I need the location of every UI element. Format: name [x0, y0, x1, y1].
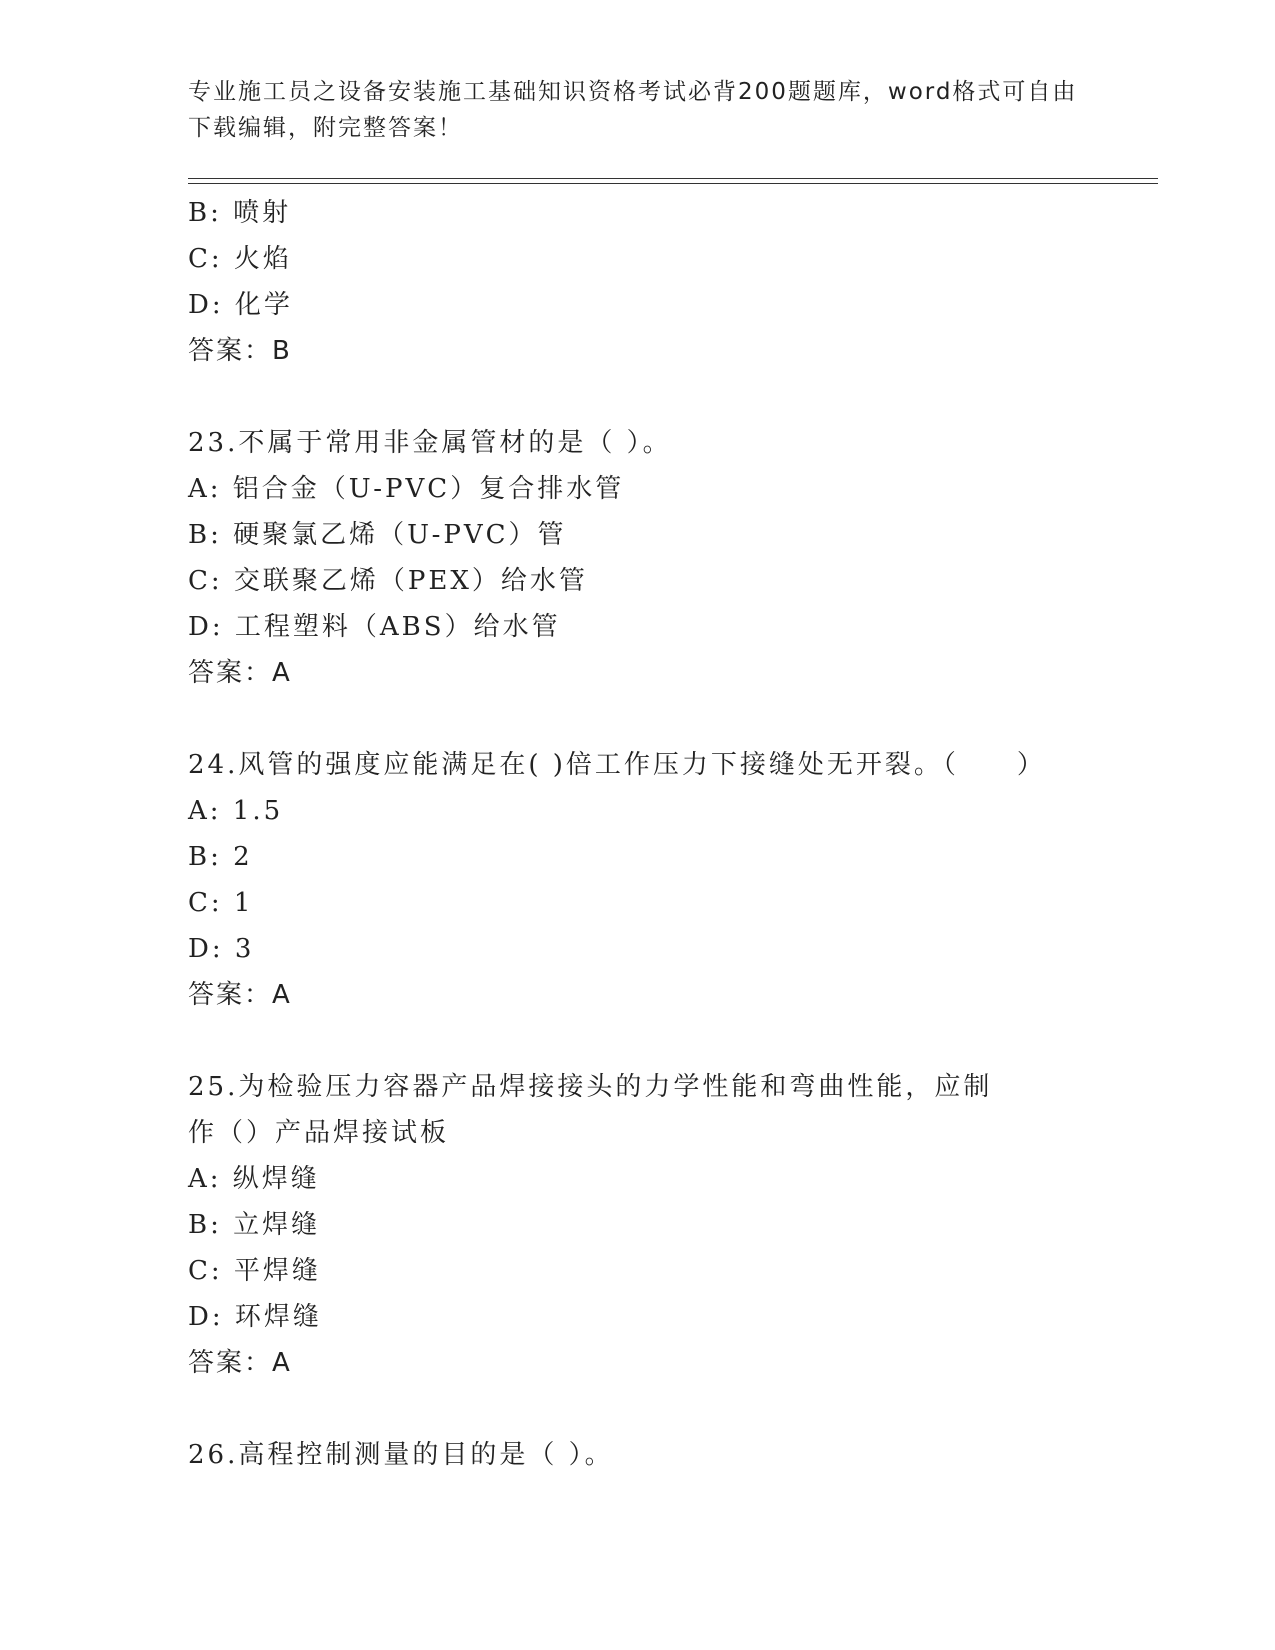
option-a: A: 1.5 [188, 796, 284, 826]
option-a: A: 铝合金（U-PVC）复合排水管 [188, 474, 625, 504]
option-c: C: 火焰 [188, 244, 292, 274]
question-23 [188, 420, 1088, 696]
option-b: B: 硬聚氯乙烯（U-PVC）管 [188, 520, 567, 550]
option-d: D: 化学 [188, 290, 293, 320]
option-d: D: 工程塑料（ABS）给水管 [188, 612, 561, 642]
question-26 [188, 1432, 1088, 1478]
answer-line: 答案：A [188, 1348, 292, 1378]
header-divider-top [188, 178, 1158, 179]
option-c: C: 平焊缝 [188, 1256, 321, 1286]
answer-line: 答案：A [188, 658, 292, 688]
option-d: D: 3 [188, 934, 255, 964]
question-stem: 26.高程控制测量的目的是（ ）。 [188, 1440, 614, 1470]
document-content [188, 190, 1088, 1478]
option-c: C: 交联聚乙烯（PEX）给水管 [188, 566, 588, 596]
question-stem: 24.风管的强度应能满足在( )倍工作压力下接缝处无开裂。（ ） [188, 750, 1046, 780]
option-c: C: 1 [188, 888, 254, 918]
answer-line: 答案：A [188, 980, 292, 1010]
option-b: B: 喷射 [188, 198, 292, 228]
option-a: A: 纵焊缝 [188, 1164, 320, 1194]
option-b: B: 2 [188, 842, 253, 872]
question-25 [188, 1064, 1088, 1386]
answer-line: 答案：B [188, 336, 292, 366]
question-22-continued [188, 190, 1088, 374]
option-b: B: 立焊缝 [188, 1210, 321, 1240]
header-divider-bottom [188, 183, 1158, 184]
option-d: D: 环焊缝 [188, 1302, 322, 1332]
question-stem: 25.为检验压力容器产品焊接接头的力学性能和弯曲性能，应制作（）产品焊接试板 [188, 1072, 993, 1148]
question-24 [188, 742, 1088, 1018]
question-stem: 23.不属于常用非金属管材的是（ ）。 [188, 428, 672, 458]
document-header-title: 专业施工员之设备安装施工基础知识资格考试必背200题题库，word格式可自由下载编辑，附完整答案！ [188, 79, 1078, 141]
